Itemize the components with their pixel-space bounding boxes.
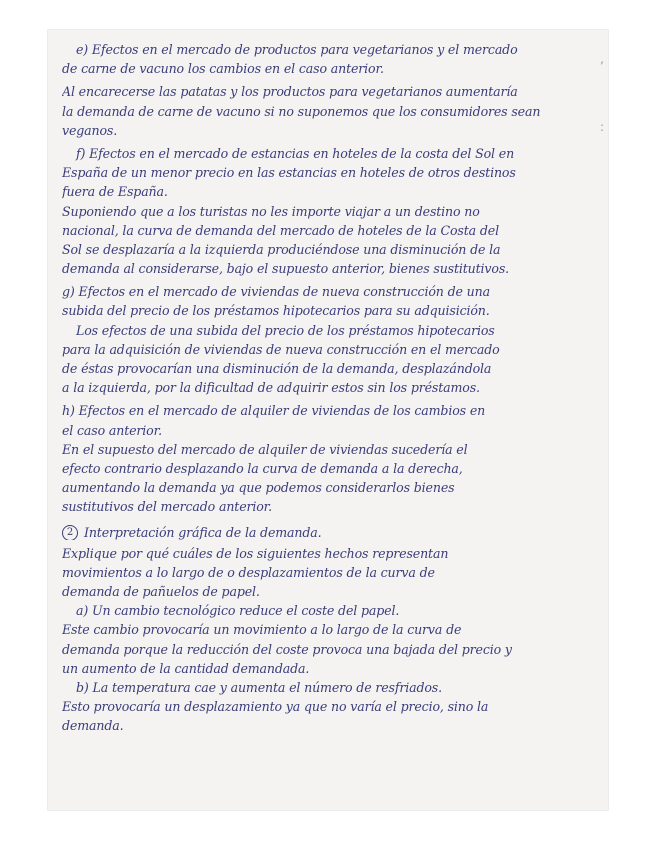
edge-mark: : [599, 120, 604, 134]
text-line: efecto contrario desplazando la curva de demanda a la derecha, [62, 460, 463, 476]
text-line: demanda al considerarse, bajo el supuesto anterior, bienes sustitutivos. [62, 261, 509, 277]
section-heading-line [62, 521, 597, 540]
text-line: a la izquierda, por la dificultad de adquirir estos sin los préstamos. [62, 380, 480, 396]
handwritten-text [62, 40, 597, 736]
text-line: fuera de España. [62, 184, 168, 200]
text-line: de éstas provocarían una disminución de la demanda, desplazándola [62, 361, 492, 376]
text-line: Al encarecerse las patatas y los productos para vegetarianos aumentaría [62, 84, 518, 100]
text-line: sustitutivos del mercado anterior. [62, 499, 273, 515]
text-line: Sol se desplazaría a la izquierda produciéndose una disminución de la [62, 241, 501, 257]
text-line: movimientos a lo largo de o desplazamientos de la curva de [62, 564, 435, 580]
text-line: España de un menor precio en las estancias en hoteles de otros destinos [62, 165, 516, 181]
text-line: Explique por qué cuáles de los siguientes hechos representan [62, 545, 449, 561]
text-line: g) Efectos en el mercado de viviendas de nueva construcción de una [62, 284, 490, 300]
edge-mark: , [600, 52, 604, 66]
text-line: el caso anterior. [62, 422, 162, 438]
text-line: Esto provocaría un desplazamiento ya que no varía el precio, sino la [62, 699, 489, 715]
text-line: e) Efectos en el mercado de productos para vegetarianos y el mercado [76, 42, 518, 57]
text-line: Este cambio provocaría un movimiento a lo largo de la curva de [62, 622, 462, 638]
text-line: demanda de pañuelos de papel. [62, 584, 260, 600]
section-heading [62, 523, 328, 540]
section-number: 2 [62, 525, 78, 540]
text-line: h) Efectos en el mercado de alquiler de viviendas de los cambios en [62, 403, 486, 419]
text-line: subida del precio de los préstamos hipotecarios para su adquisición. [62, 303, 490, 319]
text-line: b) La temperatura cae y aumenta el número de resfriados. [76, 680, 442, 695]
section-title: Interpretación gráfica de la demanda. [84, 524, 322, 540]
text-line: a) Un cambio tecnológico reduce el coste del papel. [76, 603, 400, 619]
text-line: aumentando la demanda ya que podemos considerarlos bienes [62, 480, 455, 496]
text-line: la demanda de carne de vacuno si no suponemos que los consumidores sean [62, 103, 541, 119]
text-line: demanda. [62, 718, 124, 734]
text-line: En el supuesto del mercado de alquiler de viviendas sucedería el [62, 441, 468, 457]
text-line: f) Efectos en el mercado de estancias en hoteles de la costa del Sol en [76, 145, 515, 161]
text-line: de carne de vacuno los cambios en el caso anterior. [62, 61, 384, 77]
text-line: Los efectos de una subida del precio de los préstamos hipotecarios [76, 322, 495, 338]
text-line: nacional, la curva de demanda del mercado de hoteles de la Costa del [62, 222, 499, 238]
text-line: veganos. [62, 122, 118, 138]
text-line: un aumento de la cantidad demandada. [62, 660, 310, 676]
text-line: para la adquisición de viviendas de nueva construcción en el mercado [62, 341, 500, 357]
text-line: demanda porque la reducción del coste provoca una bajada del precio y [62, 641, 512, 657]
text-line: Suponiendo que a los turistas no les importe viajar a un destino no [62, 203, 480, 219]
notebook-page [48, 30, 608, 810]
